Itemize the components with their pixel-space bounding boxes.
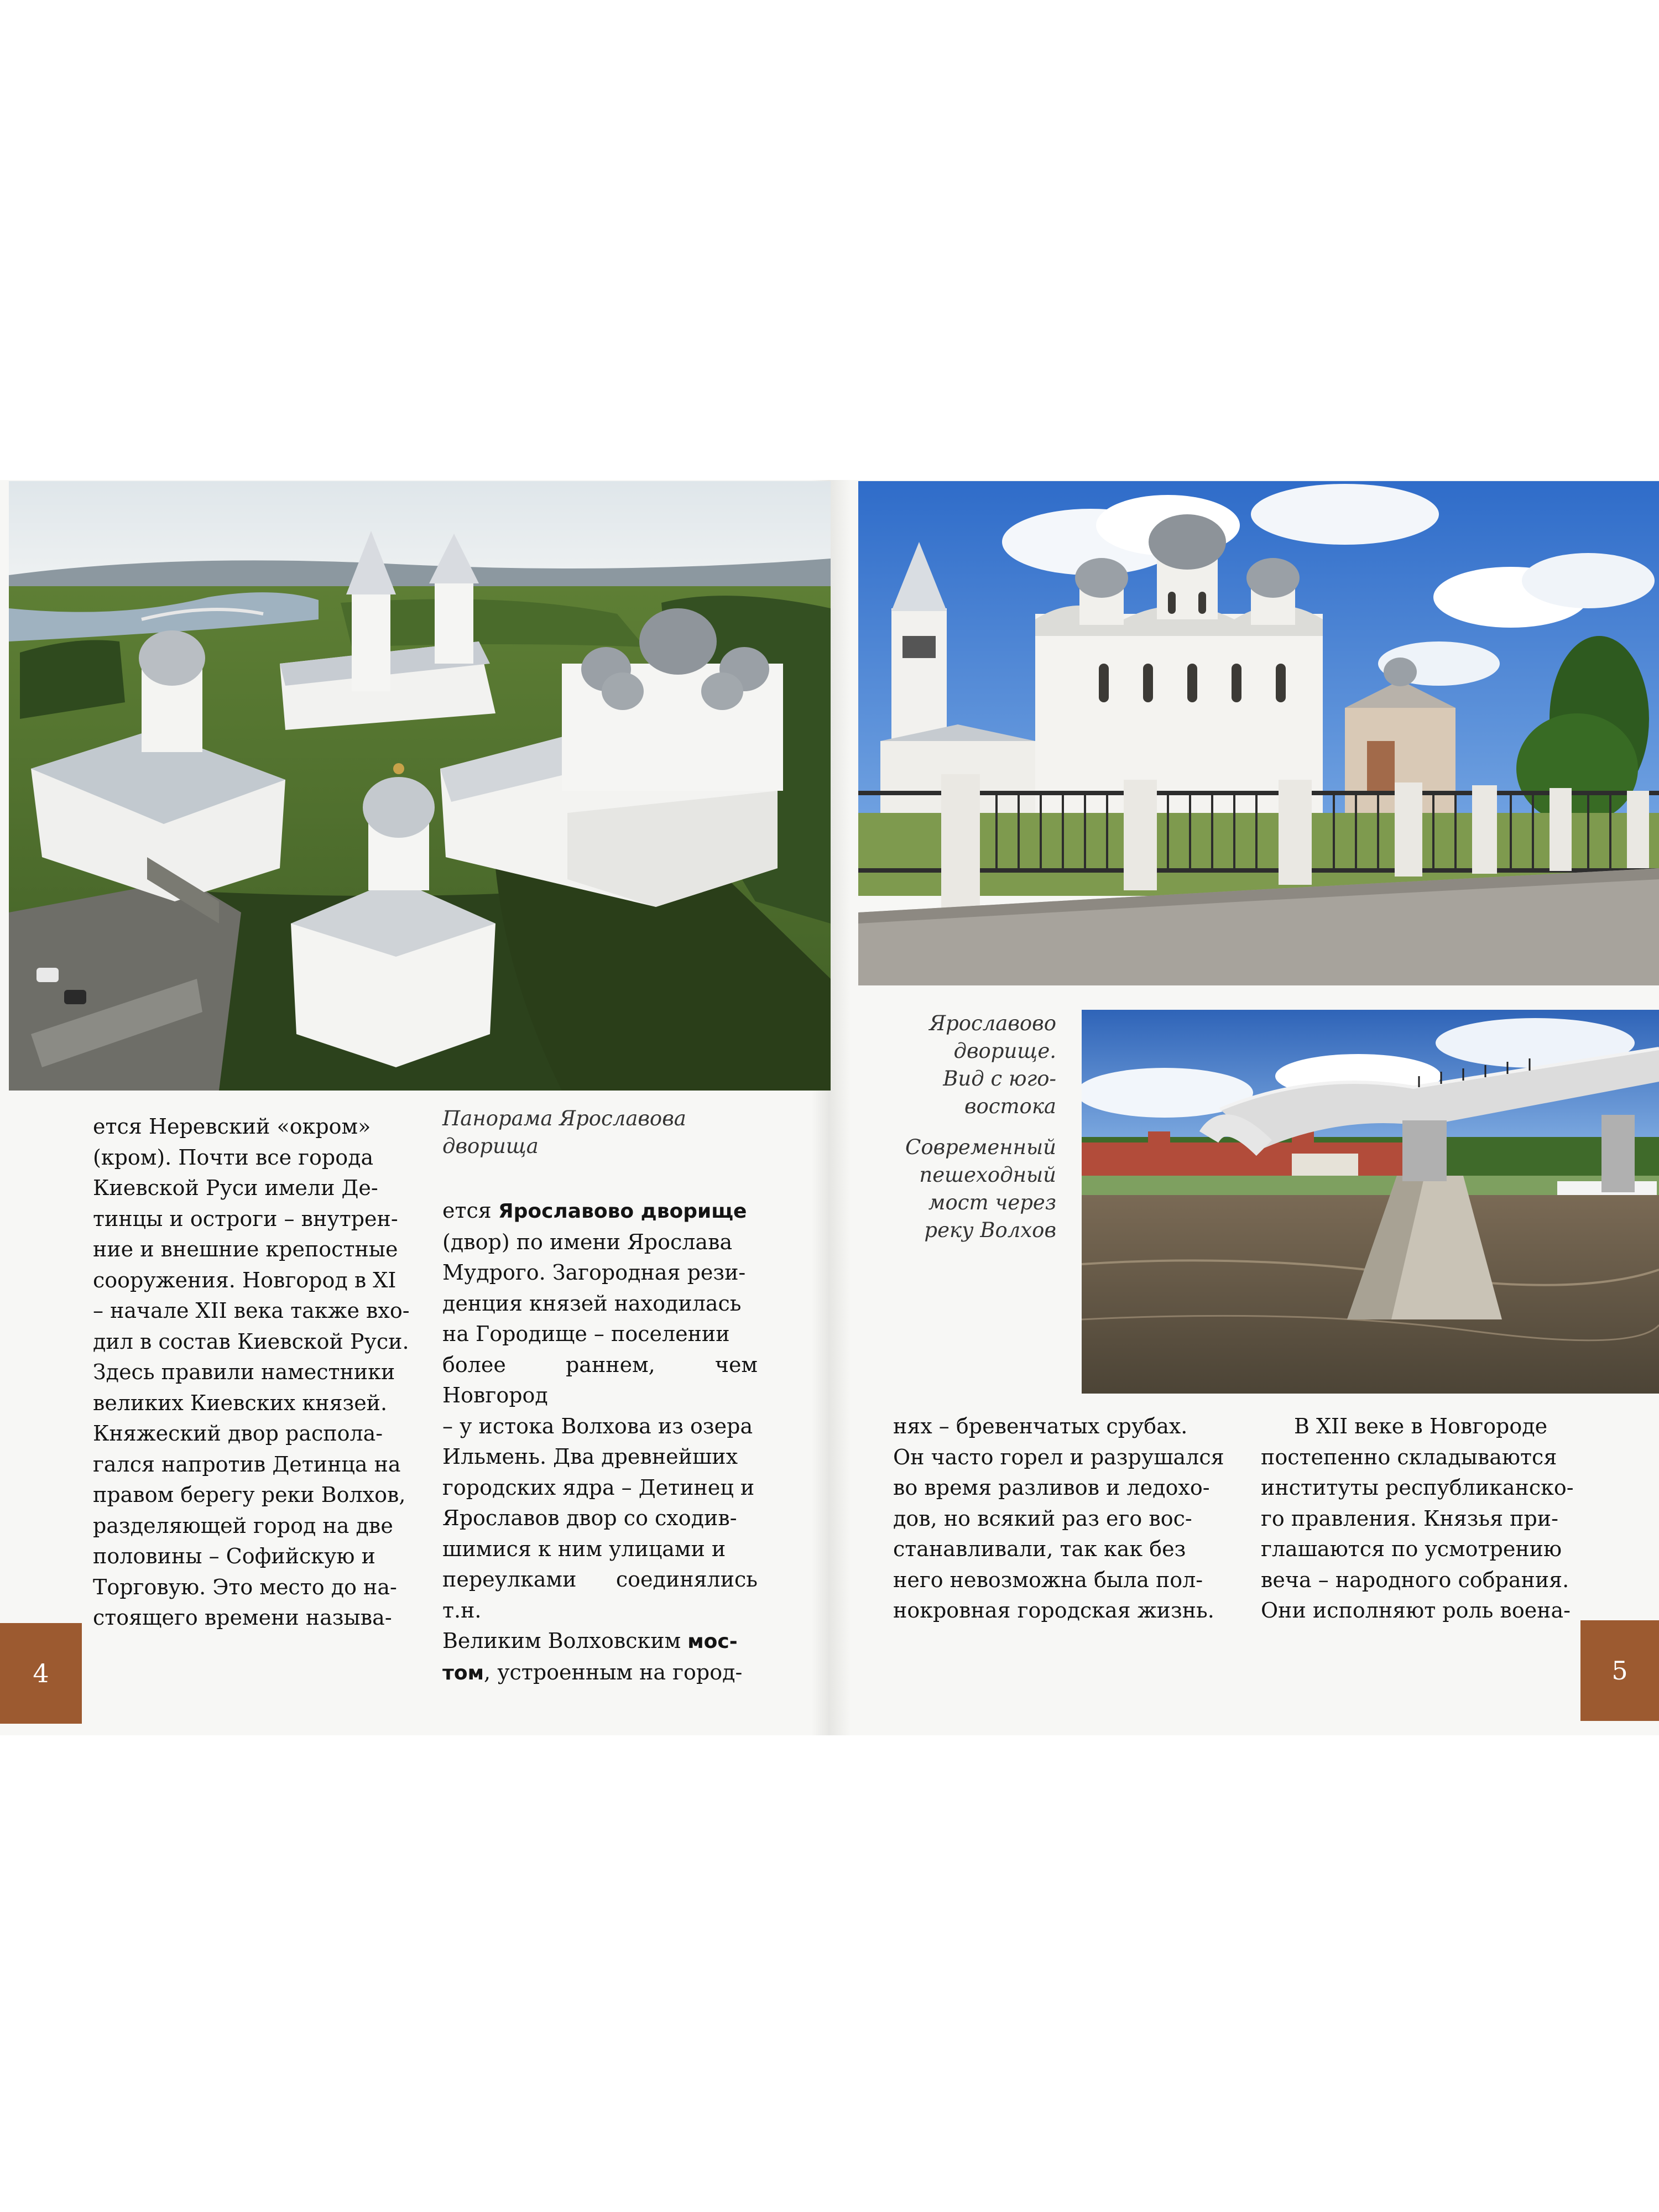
- text-line: нях – бревенчатых срубах.: [893, 1414, 1188, 1438]
- left-page-column-1: [93, 1112, 415, 1634]
- text-line: Они исполняют роль воена-: [1261, 1598, 1571, 1623]
- bridge-photo-caption: [863, 1134, 1056, 1244]
- caption-line: пешеходный: [919, 1163, 1056, 1187]
- text-line: глашаются по усмотрению: [1261, 1537, 1562, 1561]
- aerial-photo-image: [9, 481, 831, 1091]
- caption-line: Ярославово: [929, 1011, 1056, 1035]
- text-line: Торговую. Это место до на-: [93, 1574, 397, 1599]
- text-line: (двор) по имени Ярослава: [442, 1229, 733, 1254]
- text-line: (кром). Почти все города: [93, 1145, 374, 1170]
- text-line: половины – Софийскую и: [93, 1544, 375, 1568]
- text-line: на Городище – поселении: [442, 1322, 730, 1346]
- aerial-photo: [9, 481, 831, 1091]
- text-line: дов, но всякий раз его вос-: [893, 1506, 1192, 1531]
- text-line: Здесь правили наместники: [93, 1360, 395, 1384]
- text-line: дил в состав Киевской Руси.: [93, 1329, 409, 1354]
- cathedral-photo-image: [858, 481, 1659, 985]
- text-line: стоящего времени называ-: [93, 1605, 392, 1630]
- text-line: Ильмень. Два древнейших: [442, 1444, 738, 1469]
- text-line: [442, 1626, 758, 1657]
- text-line: во время разливов и ледохо-: [893, 1475, 1210, 1500]
- text-line: [442, 1657, 758, 1689]
- caption-line: дворище.: [953, 1039, 1056, 1063]
- text-run: ется: [442, 1198, 498, 1223]
- text-line: городских ядра – Детинец и: [442, 1475, 755, 1500]
- text-line: более раннем, чем Новгород: [442, 1352, 758, 1407]
- bold-term-bridge-end: том: [442, 1661, 484, 1684]
- text-line: великих Киевских князей.: [93, 1390, 388, 1415]
- right-page-column-2: [1261, 1411, 1599, 1626]
- cathedral-photo-caption: [863, 1010, 1056, 1120]
- left-page-column-2: [442, 1196, 758, 1688]
- text-line: правом берегу реки Волхов,: [93, 1483, 406, 1507]
- bold-term-bridge: мос-: [687, 1630, 738, 1653]
- text-line: гался напротив Детинца на: [93, 1452, 401, 1477]
- text-line: переулками соединялись т.н.: [442, 1567, 758, 1623]
- text-line: сооружения. Новгород в XI: [93, 1267, 397, 1292]
- text-line: Ярославов двор со сходив-: [442, 1506, 737, 1530]
- caption-line: востока: [964, 1094, 1056, 1118]
- page-number-right-text: 5: [1611, 1656, 1628, 1686]
- aerial-photo-caption-text: Панорама Ярославова дворища: [442, 1107, 686, 1158]
- bold-term-yaroslav-court: Ярославово дворище: [498, 1200, 747, 1223]
- page-number-left: [0, 1623, 82, 1724]
- text-line: ние и внешние крепостные: [93, 1237, 398, 1261]
- text-line: тинцы и остроги – внутрен-: [93, 1206, 398, 1231]
- text-line: – у истока Волхова из озера: [442, 1413, 753, 1438]
- text-run: , устроенным на город-: [484, 1660, 743, 1684]
- text-line-first: [442, 1196, 758, 1227]
- text-line: денция князей находилась: [442, 1291, 742, 1316]
- cathedral-photo: [858, 481, 1659, 985]
- text-run: Великим Волховским: [442, 1629, 681, 1653]
- aerial-photo-caption: [442, 1105, 691, 1160]
- text-line: ется Неревский «окром»: [93, 1114, 371, 1139]
- text-line: Киевской Руси имели Де-: [93, 1176, 378, 1200]
- caption-line: реку Волхов: [924, 1218, 1056, 1242]
- text-line: го правления. Князья при-: [1261, 1506, 1558, 1531]
- right-page-column-1: [893, 1411, 1230, 1626]
- text-line: Он часто горел и разрушался: [893, 1444, 1224, 1469]
- text-line: разделяющей город на две: [93, 1513, 393, 1538]
- text-line: В XII веке в Новгороде: [1294, 1414, 1548, 1438]
- text-line: постепенно складываются: [1261, 1444, 1557, 1469]
- text-line: Мудрого. Загородная рези-: [442, 1260, 746, 1285]
- text-line: него невозможна была пол-: [893, 1567, 1203, 1592]
- bridge-photo-image: [1082, 1010, 1659, 1394]
- caption-line: Современный: [905, 1135, 1056, 1159]
- text-line: веча – народного собрания.: [1261, 1567, 1569, 1592]
- text-line: Княжеский двор распола-: [93, 1421, 383, 1446]
- text-line: – начале XII века также вхо-: [93, 1298, 410, 1323]
- page-number-right: [1580, 1620, 1659, 1721]
- text-line: станавливали, так как без: [893, 1537, 1186, 1561]
- text-line: нокровная городская жизнь.: [893, 1598, 1214, 1623]
- text-line: институты республиканско-: [1261, 1475, 1574, 1500]
- caption-line: мост через: [928, 1191, 1056, 1214]
- page-number-left-text: 4: [33, 1658, 49, 1688]
- caption-line: Вид с юго-: [943, 1067, 1056, 1091]
- text-line: шимися к ним улицами и: [442, 1536, 726, 1561]
- bridge-photo: [1082, 1010, 1659, 1394]
